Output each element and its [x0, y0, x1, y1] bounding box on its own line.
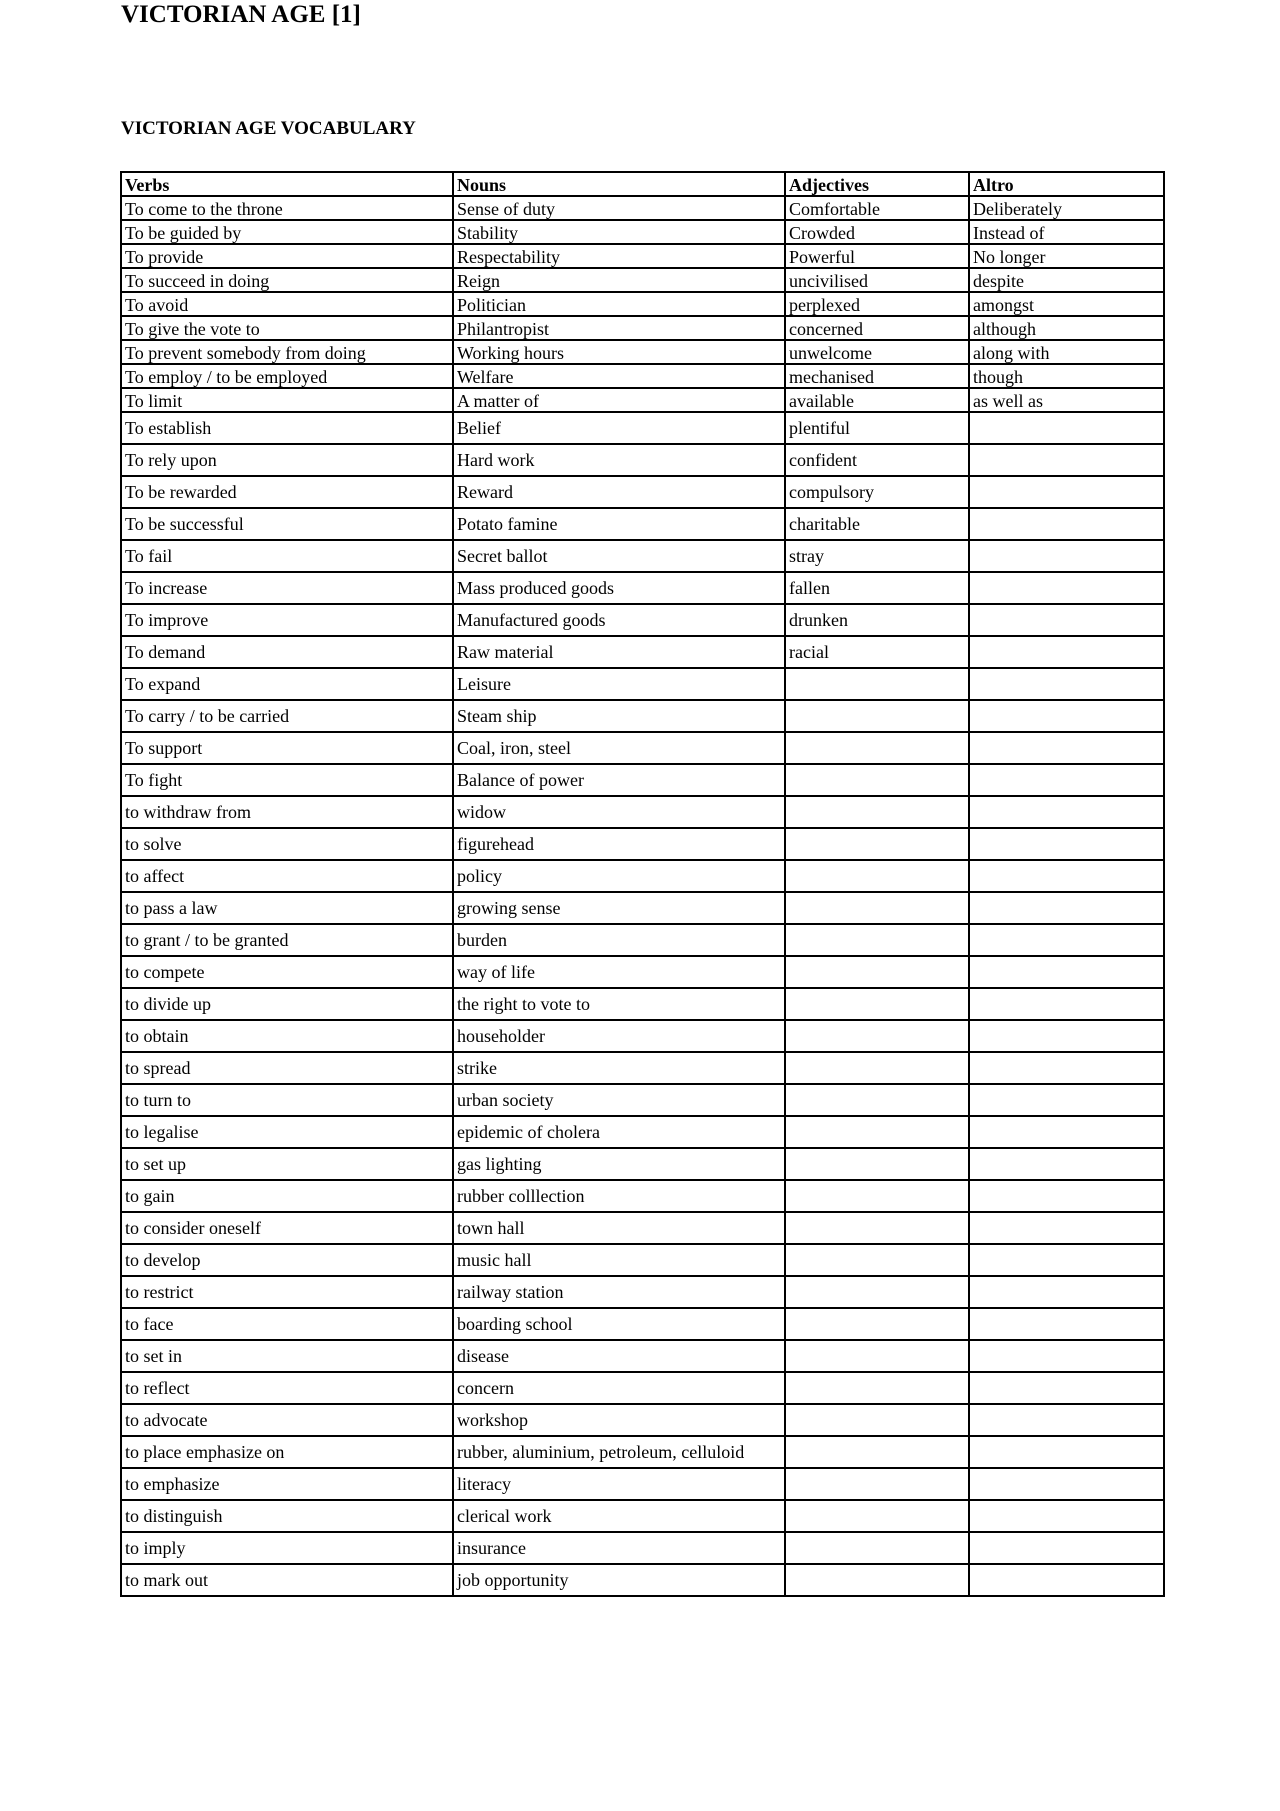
altro-cell	[969, 892, 1164, 924]
table-row	[121, 828, 1164, 860]
altro-cell	[969, 1500, 1164, 1532]
altro-cell	[969, 412, 1164, 444]
table-row	[121, 340, 1164, 364]
adjective-cell	[785, 860, 969, 892]
adjective-cell	[785, 892, 969, 924]
table-row	[121, 892, 1164, 924]
adjective-cell	[785, 924, 969, 956]
adjective-cell: perplexed	[785, 292, 969, 316]
verb-cell: To support	[121, 732, 453, 764]
altro-cell	[969, 668, 1164, 700]
noun-cell: figurehead	[453, 828, 785, 860]
altro-cell	[969, 572, 1164, 604]
altro-cell: Instead of	[969, 220, 1164, 244]
adjective-cell	[785, 1084, 969, 1116]
altro-cell: despite	[969, 268, 1164, 292]
table-row	[121, 860, 1164, 892]
altro-cell: as well as	[969, 388, 1164, 412]
verb-cell: To be guided by	[121, 220, 453, 244]
verb-cell: to pass a law	[121, 892, 453, 924]
table-row	[121, 268, 1164, 292]
adjective-cell: compulsory	[785, 476, 969, 508]
noun-cell: Steam ship	[453, 700, 785, 732]
adjective-cell	[785, 1052, 969, 1084]
table-row	[121, 1308, 1164, 1340]
table-row	[121, 1340, 1164, 1372]
verb-cell: To carry / to be carried	[121, 700, 453, 732]
noun-cell: concern	[453, 1372, 785, 1404]
table-row	[121, 924, 1164, 956]
verb-cell: To establish	[121, 412, 453, 444]
altro-cell	[969, 956, 1164, 988]
verb-cell: To come to the throne	[121, 196, 453, 220]
noun-cell: Welfare	[453, 364, 785, 388]
adjective-cell	[785, 1308, 969, 1340]
verb-cell: to grant / to be granted	[121, 924, 453, 956]
altro-cell	[969, 1468, 1164, 1500]
altro-cell	[969, 1404, 1164, 1436]
altro-cell	[969, 476, 1164, 508]
verb-cell: to obtain	[121, 1020, 453, 1052]
noun-cell: Raw material	[453, 636, 785, 668]
table-row	[121, 508, 1164, 540]
noun-cell: Potato famine	[453, 508, 785, 540]
adjective-cell: Crowded	[785, 220, 969, 244]
noun-cell: Hard work	[453, 444, 785, 476]
verb-cell: To expand	[121, 668, 453, 700]
altro-cell	[969, 732, 1164, 764]
table-row	[121, 1084, 1164, 1116]
table-row	[121, 1244, 1164, 1276]
noun-cell: railway station	[453, 1276, 785, 1308]
noun-cell: insurance	[453, 1532, 785, 1564]
table-row	[121, 316, 1164, 340]
verb-cell: to legalise	[121, 1116, 453, 1148]
header-nouns: Nouns	[453, 172, 785, 196]
noun-cell: workshop	[453, 1404, 785, 1436]
verb-cell: to develop	[121, 1244, 453, 1276]
section-title: VICTORIAN AGE VOCABULARY	[121, 118, 416, 139]
altro-cell	[969, 1276, 1164, 1308]
table-row	[121, 412, 1164, 444]
adjective-cell	[785, 796, 969, 828]
table-row	[121, 1020, 1164, 1052]
altro-cell	[969, 1180, 1164, 1212]
verb-cell: To limit	[121, 388, 453, 412]
table-row	[121, 1436, 1164, 1468]
adjective-cell	[785, 1500, 969, 1532]
noun-cell: Belief	[453, 412, 785, 444]
noun-cell: Mass produced goods	[453, 572, 785, 604]
table-row	[121, 1276, 1164, 1308]
adjective-cell: concerned	[785, 316, 969, 340]
verb-cell: To improve	[121, 604, 453, 636]
altro-cell: No longer	[969, 244, 1164, 268]
verb-cell: to distinguish	[121, 1500, 453, 1532]
noun-cell: Working hours	[453, 340, 785, 364]
header-verbs: Verbs	[121, 172, 453, 196]
noun-cell: the right to vote to	[453, 988, 785, 1020]
table-row	[121, 1212, 1164, 1244]
table-row	[121, 1532, 1164, 1564]
table-row	[121, 988, 1164, 1020]
table-row	[121, 1052, 1164, 1084]
verb-cell: to restrict	[121, 1276, 453, 1308]
table-row	[121, 244, 1164, 268]
verb-cell: To avoid	[121, 292, 453, 316]
noun-cell: urban society	[453, 1084, 785, 1116]
verb-cell: To provide	[121, 244, 453, 268]
noun-cell: strike	[453, 1052, 785, 1084]
verb-cell: To increase	[121, 572, 453, 604]
noun-cell: disease	[453, 1340, 785, 1372]
adjective-cell	[785, 988, 969, 1020]
adjective-cell	[785, 1212, 969, 1244]
verb-cell: to emphasize	[121, 1468, 453, 1500]
verb-cell: to reflect	[121, 1372, 453, 1404]
adjective-cell	[785, 764, 969, 796]
noun-cell: burden	[453, 924, 785, 956]
table-row	[121, 388, 1164, 412]
noun-cell: Politician	[453, 292, 785, 316]
adjective-cell	[785, 1404, 969, 1436]
noun-cell: boarding school	[453, 1308, 785, 1340]
verb-cell: to set up	[121, 1148, 453, 1180]
noun-cell: Sense of duty	[453, 196, 785, 220]
verb-cell: to turn to	[121, 1084, 453, 1116]
adjective-cell: fallen	[785, 572, 969, 604]
verb-cell: to consider oneself	[121, 1212, 453, 1244]
altro-cell	[969, 924, 1164, 956]
altro-cell	[969, 1436, 1164, 1468]
adjective-cell	[785, 1532, 969, 1564]
vocabulary-table	[120, 171, 1165, 1597]
table-row	[121, 700, 1164, 732]
noun-cell: Philantropist	[453, 316, 785, 340]
noun-cell: Coal, iron, steel	[453, 732, 785, 764]
adjective-cell	[785, 1116, 969, 1148]
altro-cell	[969, 1372, 1164, 1404]
altro-cell	[969, 1564, 1164, 1596]
adjective-cell: racial	[785, 636, 969, 668]
adjective-cell	[785, 1148, 969, 1180]
verb-cell: to divide up	[121, 988, 453, 1020]
altro-cell	[969, 1084, 1164, 1116]
verb-cell: to spread	[121, 1052, 453, 1084]
table-row	[121, 1564, 1164, 1596]
adjective-cell	[785, 1020, 969, 1052]
table-row	[121, 1116, 1164, 1148]
noun-cell: Balance of power	[453, 764, 785, 796]
table-row	[121, 1372, 1164, 1404]
altro-cell	[969, 764, 1164, 796]
noun-cell: music hall	[453, 1244, 785, 1276]
noun-cell: rubber colllection	[453, 1180, 785, 1212]
altro-cell	[969, 1148, 1164, 1180]
adjective-cell	[785, 1276, 969, 1308]
header-altro: Altro	[969, 172, 1164, 196]
table-row	[121, 956, 1164, 988]
altro-cell: along with	[969, 340, 1164, 364]
altro-cell: although	[969, 316, 1164, 340]
verb-cell: To fight	[121, 764, 453, 796]
table-row	[121, 572, 1164, 604]
noun-cell: gas lighting	[453, 1148, 785, 1180]
adjective-cell	[785, 956, 969, 988]
adjective-cell: drunken	[785, 604, 969, 636]
table-row	[121, 764, 1164, 796]
table-row	[121, 220, 1164, 244]
altro-cell	[969, 604, 1164, 636]
noun-cell: householder	[453, 1020, 785, 1052]
table-row	[121, 476, 1164, 508]
adjective-cell: plentiful	[785, 412, 969, 444]
altro-cell	[969, 700, 1164, 732]
altro-cell	[969, 636, 1164, 668]
adjective-cell: available	[785, 388, 969, 412]
noun-cell: town hall	[453, 1212, 785, 1244]
adjective-cell: stray	[785, 540, 969, 572]
verb-cell: to withdraw from	[121, 796, 453, 828]
table-row	[121, 796, 1164, 828]
vocabulary-table-body	[121, 196, 1164, 1596]
adjective-cell	[785, 1372, 969, 1404]
table-row	[121, 292, 1164, 316]
verb-cell: to imply	[121, 1532, 453, 1564]
noun-cell: literacy	[453, 1468, 785, 1500]
verb-cell: To succeed in doing	[121, 268, 453, 292]
noun-cell: Manufactured goods	[453, 604, 785, 636]
altro-cell: Deliberately	[969, 196, 1164, 220]
adjective-cell	[785, 1180, 969, 1212]
adjective-cell	[785, 1468, 969, 1500]
altro-cell	[969, 444, 1164, 476]
adjective-cell	[785, 732, 969, 764]
verb-cell: to affect	[121, 860, 453, 892]
adjective-cell	[785, 1436, 969, 1468]
adjective-cell: unwelcome	[785, 340, 969, 364]
noun-cell: A matter of	[453, 388, 785, 412]
document-title: VICTORIAN AGE [1]	[121, 1, 361, 28]
adjective-cell	[785, 1244, 969, 1276]
noun-cell: Secret ballot	[453, 540, 785, 572]
adjective-cell: confident	[785, 444, 969, 476]
altro-cell	[969, 540, 1164, 572]
verb-cell: to compete	[121, 956, 453, 988]
table-row	[121, 1500, 1164, 1532]
altro-cell	[969, 1244, 1164, 1276]
verb-cell: to solve	[121, 828, 453, 860]
altro-cell	[969, 1532, 1164, 1564]
verb-cell: To give the vote to	[121, 316, 453, 340]
verb-cell: to gain	[121, 1180, 453, 1212]
table-row	[121, 540, 1164, 572]
table-row	[121, 604, 1164, 636]
altro-cell	[969, 1020, 1164, 1052]
noun-cell: Leisure	[453, 668, 785, 700]
altro-cell: amongst	[969, 292, 1164, 316]
table-row	[121, 196, 1164, 220]
verb-cell: to set in	[121, 1340, 453, 1372]
vocabulary-table-header	[121, 172, 1164, 196]
verb-cell: To be rewarded	[121, 476, 453, 508]
noun-cell: rubber, aluminium, petroleum, celluloid	[453, 1436, 785, 1468]
adjective-cell	[785, 828, 969, 860]
table-row	[121, 1404, 1164, 1436]
table-row	[121, 364, 1164, 388]
adjective-cell: Comfortable	[785, 196, 969, 220]
table-row	[121, 444, 1164, 476]
altro-cell: though	[969, 364, 1164, 388]
noun-cell: growing sense	[453, 892, 785, 924]
noun-cell: Respectability	[453, 244, 785, 268]
verb-cell: To demand	[121, 636, 453, 668]
verb-cell: to mark out	[121, 1564, 453, 1596]
verb-cell: To rely upon	[121, 444, 453, 476]
noun-cell: policy	[453, 860, 785, 892]
header-adjectives: Adjectives	[785, 172, 969, 196]
altro-cell	[969, 1212, 1164, 1244]
altro-cell	[969, 1052, 1164, 1084]
table-row	[121, 1180, 1164, 1212]
table-row	[121, 636, 1164, 668]
table-row	[121, 1148, 1164, 1180]
noun-cell: Reward	[453, 476, 785, 508]
table-row	[121, 668, 1164, 700]
adjective-cell	[785, 668, 969, 700]
noun-cell: Stability	[453, 220, 785, 244]
adjective-cell: uncivilised	[785, 268, 969, 292]
verb-cell: to advocate	[121, 1404, 453, 1436]
verb-cell: To employ / to be employed	[121, 364, 453, 388]
adjective-cell	[785, 700, 969, 732]
noun-cell: epidemic of cholera	[453, 1116, 785, 1148]
table-row	[121, 732, 1164, 764]
verb-cell: To be successful	[121, 508, 453, 540]
altro-cell	[969, 988, 1164, 1020]
verb-cell: to face	[121, 1308, 453, 1340]
noun-cell: clerical work	[453, 1500, 785, 1532]
verb-cell: To prevent somebody from doing	[121, 340, 453, 364]
adjective-cell	[785, 1340, 969, 1372]
header-row	[121, 172, 1164, 196]
altro-cell	[969, 1340, 1164, 1372]
altro-cell	[969, 508, 1164, 540]
noun-cell: job opportunity	[453, 1564, 785, 1596]
altro-cell	[969, 796, 1164, 828]
verb-cell: to place emphasize on	[121, 1436, 453, 1468]
table-row	[121, 1468, 1164, 1500]
adjective-cell: charitable	[785, 508, 969, 540]
adjective-cell	[785, 1564, 969, 1596]
altro-cell	[969, 828, 1164, 860]
altro-cell	[969, 1308, 1164, 1340]
verb-cell: To fail	[121, 540, 453, 572]
noun-cell: Reign	[453, 268, 785, 292]
altro-cell	[969, 860, 1164, 892]
noun-cell: widow	[453, 796, 785, 828]
adjective-cell: mechanised	[785, 364, 969, 388]
altro-cell	[969, 1116, 1164, 1148]
noun-cell: way of life	[453, 956, 785, 988]
adjective-cell: Powerful	[785, 244, 969, 268]
